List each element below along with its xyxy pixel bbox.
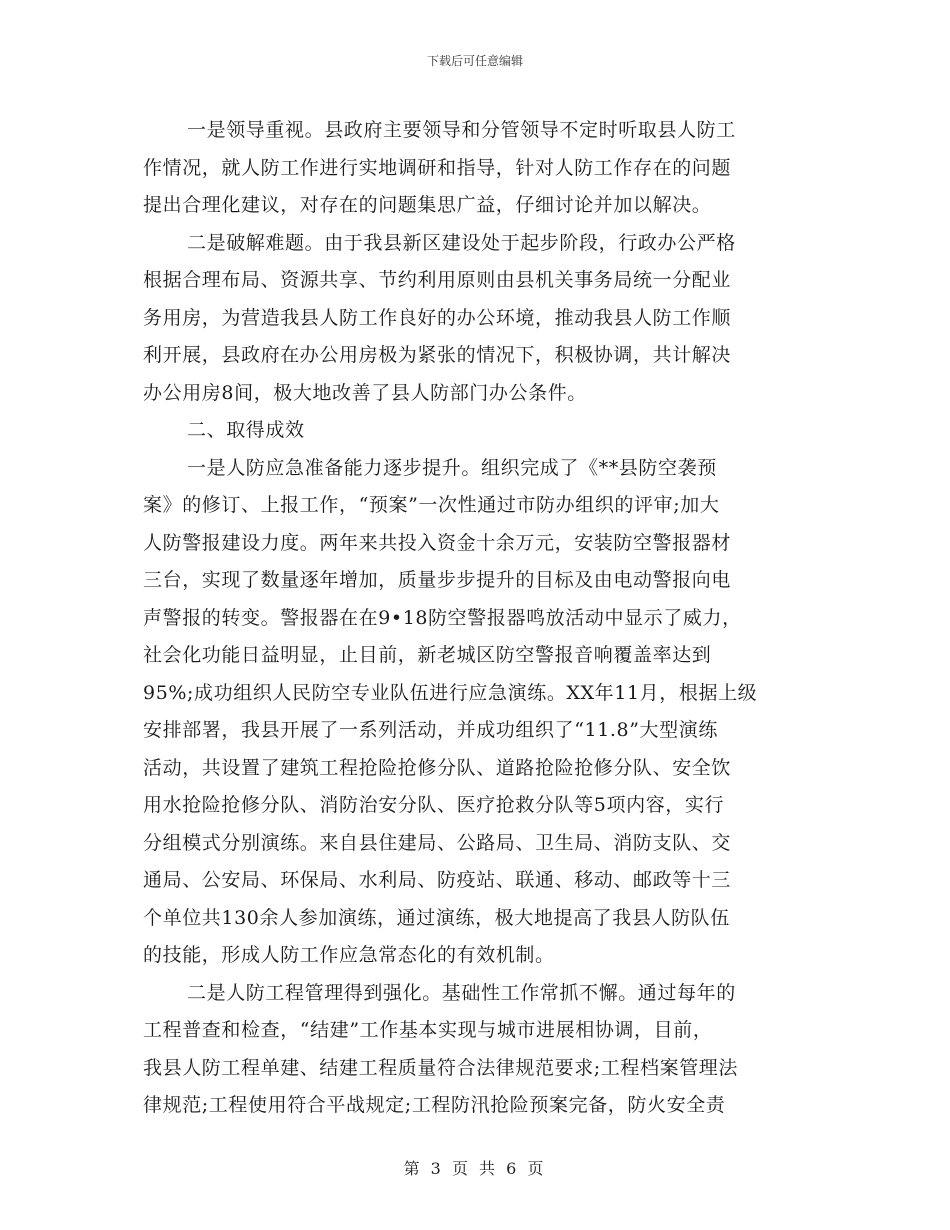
text-line: 用水抢险抢修分队、消防治安分队、医疗抢救分队等5项内容，实行 — [143, 794, 725, 816]
text-line: 通局、公安局、环保局、水利局、防疫站、联通、移动、邮政等十三 — [143, 869, 732, 891]
text-line: 95%;成功组织人民防空专业队伍进行应急演练。XX年11月，根据上级 — [143, 681, 758, 704]
text-line: 我县人防工程单建、结建工程质量符合法律规范要求;工程档案管理法 — [143, 1056, 739, 1079]
text-line: 二是破解难题。由于我县新区建设处于起步阶段，行政办公严格 — [187, 231, 736, 254]
text-line: 个单位共130余人参加演练，通过演练，极大地提高了我县人防队伍 — [143, 906, 730, 929]
page-number-footer: 第 3 页 共 6 页 — [403, 1159, 547, 1178]
text-line: 利开展，县政府在办公用房极为紧张的情况下，积极协调，共计解决 — [143, 344, 732, 366]
text-line: 分组模式分别演练。来自县住建局、公路局、卫生局、消防支队、交 — [143, 831, 732, 854]
text-line: 务用房，为营造我县人防工作良好的办公环境，推动我县人防工作顺 — [143, 306, 732, 329]
text-line: 案》的修订、上报工作，“预案”一次性通过市防办组织的评审;加大 — [143, 494, 720, 516]
text-line: 社会化功能日益明显，止目前，新老城区防空警报音响覆盖率达到 — [143, 644, 712, 666]
text-line: 工程普查和检查，“结建”工作基本实现与城市进展相协调，目前， — [143, 1019, 713, 1041]
text-line: 声警报的转变。警报器在在9•18防空警报器鸣放活动中显示了威力， — [143, 606, 742, 629]
document-body — [143, 112, 803, 1125]
text-line: 安排部署，我县开展了一系列活动，并成功组织了“11.8”大型演练 — [143, 719, 718, 741]
text-line: 提出合理化建议，对存在的问题集思广益，仔细讨论并加以解决。 — [143, 194, 712, 216]
page-header-note: 下载后可任意编辑 — [426, 54, 523, 68]
text-line: 二是人防工程管理得到强化。基础性工作常抓不懈。通过每年的 — [187, 981, 736, 1004]
text-line: 作情况，就人防工作进行实地调研和指导，针对人防工作存在的问题 — [143, 156, 732, 179]
text-line: 根据合理布局、资源共享、节约利用原则由县机关事务局统一分配业 — [143, 269, 732, 291]
text-line: 的技能，形成人防工作应急常态化的有效机制。 — [143, 944, 555, 966]
text-line: 一是领导重视。县政府主要领导和分管领导不定时听取县人防工 — [187, 119, 736, 141]
text-line: 律规范;工程使用符合平战规定;工程防汛抢险预案完备，防火安全责 — [143, 1094, 726, 1116]
text-line: 人防警报建设力度。两年来共投入资金十余万元，安装防空警报器材 — [143, 531, 732, 554]
text-line: 一是人防应急准备能力逐步提升。组织完成了《**县防空袭预 — [187, 456, 717, 479]
text-line: 三台，实现了数量逐年增加，质量步步提升的目标及由电动警报向电 — [143, 569, 732, 591]
text-line: 活动，共设置了建筑工程抢险抢修分队、道路抢险抢修分队、安全饮 — [143, 756, 732, 779]
text-line: 二、取得成效 — [187, 419, 305, 441]
text-line: 办公用房8间，极大地改善了县人防部门办公条件。 — [143, 381, 587, 404]
